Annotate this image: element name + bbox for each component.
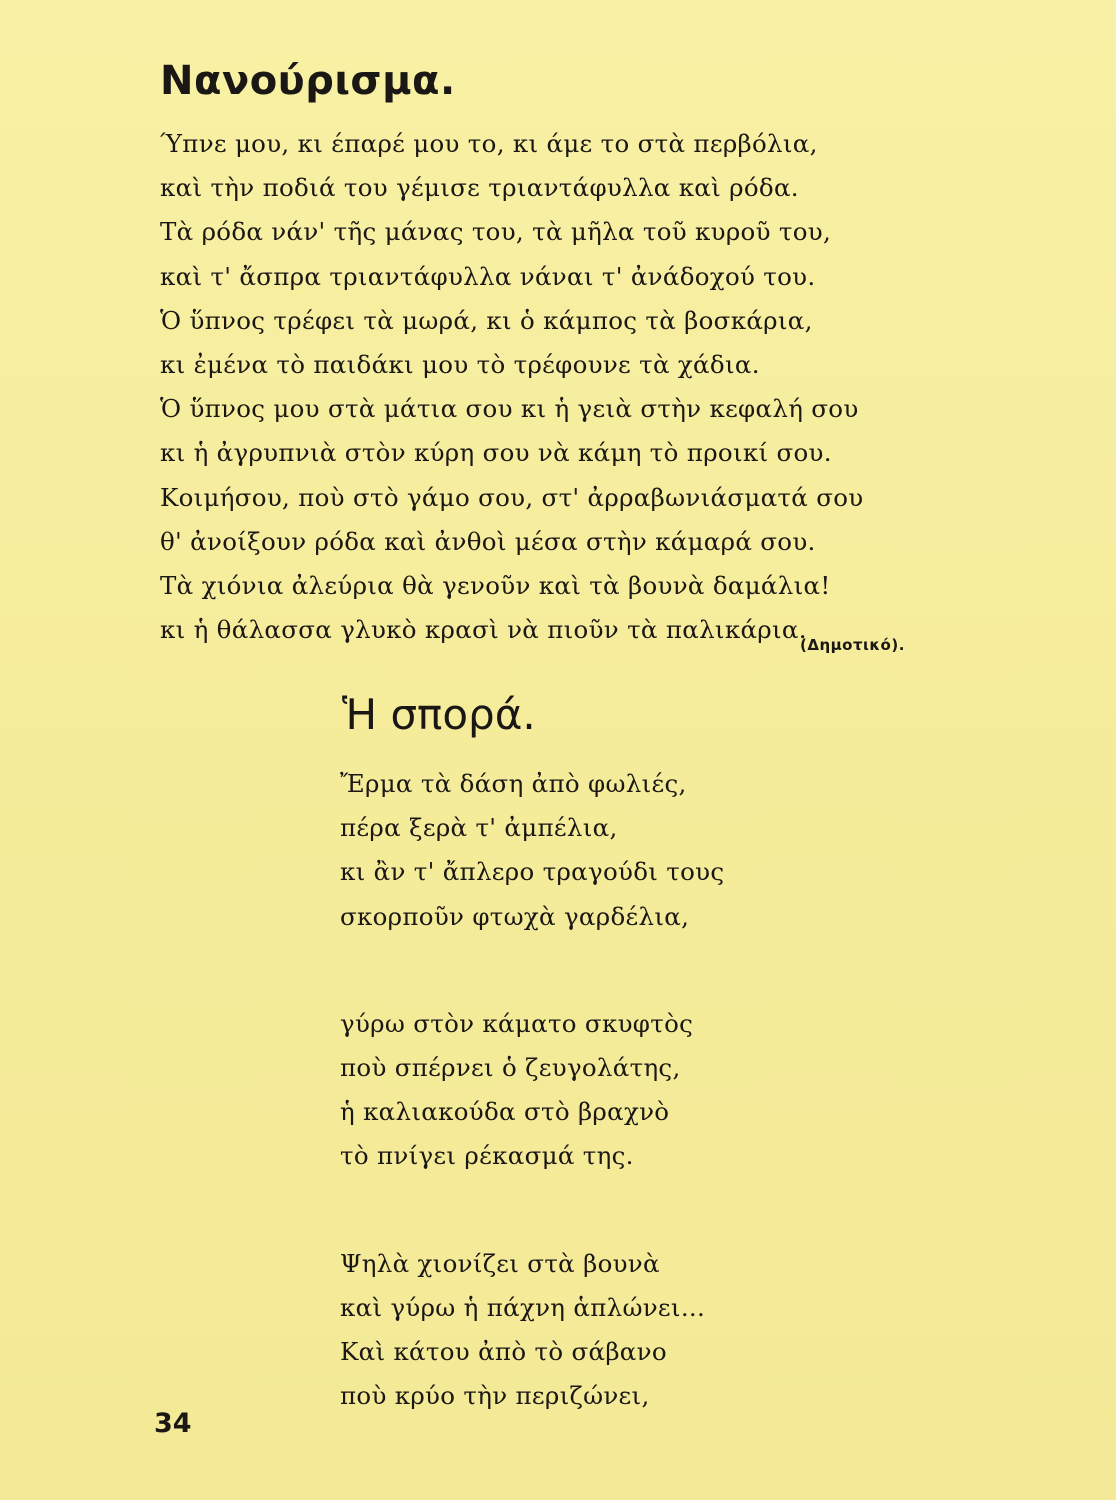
poem-i-spora (340, 762, 900, 1418)
poem-line: θ' ἀνοίξουν ρόδα καὶ ἀνθοὶ μέσα στὴν κάμαρά σου. (160, 526, 816, 556)
poem-title-i-spora: Ἡ σπορά. (342, 690, 536, 739)
page-number: 34 (154, 1408, 192, 1439)
poem-line: Ύπνε μου, κι έπαρέ μου το, κι άμε το στὰ περβόλια, (160, 129, 818, 158)
poem-line: πέρα ξερὰ τ' ἀμπέλια, (340, 813, 618, 843)
poem-line: κι ἂν τ' ἄπλερο τραγούδι τους (340, 857, 725, 887)
poem-line: ποὺ κρύο τὴν περιζώνει, (340, 1381, 650, 1411)
poem-line: Τὰ ρόδα νάν' τῆς μάνας του, τὰ μῆλα τοῦ κυροῦ του, (160, 217, 832, 247)
poem-attribution: (Δημοτικό). (800, 636, 905, 654)
poem-line: Ψηλὰ χιονίζει στὰ βουνὰ (340, 1248, 660, 1278)
poem-line: Ὁ ὕπνος τρέφει τὰ μωρά, κι ὁ κάμπος τὰ βοσκάρια, (160, 305, 813, 335)
stanza (340, 1242, 900, 1419)
poem-line: καὶ τὴν ποδιά του γέμισε τριαντάφυλλα καὶ ρόδα. (160, 173, 799, 203)
poem-line: ποὺ σπέρνει ὁ ζευγολάτης, (340, 1053, 681, 1083)
poem-line: Κοιμήσου, ποὺ στὸ γάμο σου, στ' ἀρραβωνιάσματά σου (160, 482, 864, 512)
poem-line: Τὰ χιόνια ἀλεύρια θὰ γενοῦν καὶ τὰ βουνὰ δαμάλια! (160, 571, 831, 601)
poem-title-nanourisma: Νανούρισμα. (160, 58, 456, 104)
stanza (340, 762, 900, 939)
poem-line: Ὁ ὕπνος μου στὰ μάτια σου κι ἡ γειὰ στὴν κεφαλή σου (160, 394, 859, 424)
poem-line: καὶ γύρω ἡ πάχνη ἁπλώνει... (340, 1292, 706, 1322)
poem-line: γύρω στὸν κάματο σκυφτὸς (340, 1008, 694, 1038)
poem-line: τὸ πνίγει ρέκασμά της. (340, 1141, 634, 1171)
poem-line: σκορποῦν φτωχὰ γαρδέλια, (340, 901, 690, 931)
poem-line: Ἔρμα τὰ δάση ἀπὸ φωλιές, (340, 769, 687, 798)
poem-line: ἡ καλιακούδα στὸ βραχνὸ (340, 1097, 670, 1127)
poem-line: κι ἐμένα τὸ παιδάκι μου τὸ τρέφουνε τὰ χάδια. (160, 350, 760, 380)
stanza (340, 1002, 900, 1179)
poem-nanourisma (160, 122, 990, 652)
poem-line: καὶ τ' ἄσπρα τριαντάφυλλα νάναι τ' ἀνάδοχού του. (160, 261, 816, 291)
poem-line: κι ἡ ἀγρυπνιὰ στὸν κύρη σου νὰ κάμη τὸ προικί σου. (160, 438, 832, 468)
poem-line: κι ἡ θάλασσα γλυκὸ κρασὶ νὰ πιοῦν τὰ παλικάρια. (160, 615, 807, 645)
poem-line: Καὶ κάτου ἀπὸ τὸ σάβανο (340, 1337, 667, 1367)
